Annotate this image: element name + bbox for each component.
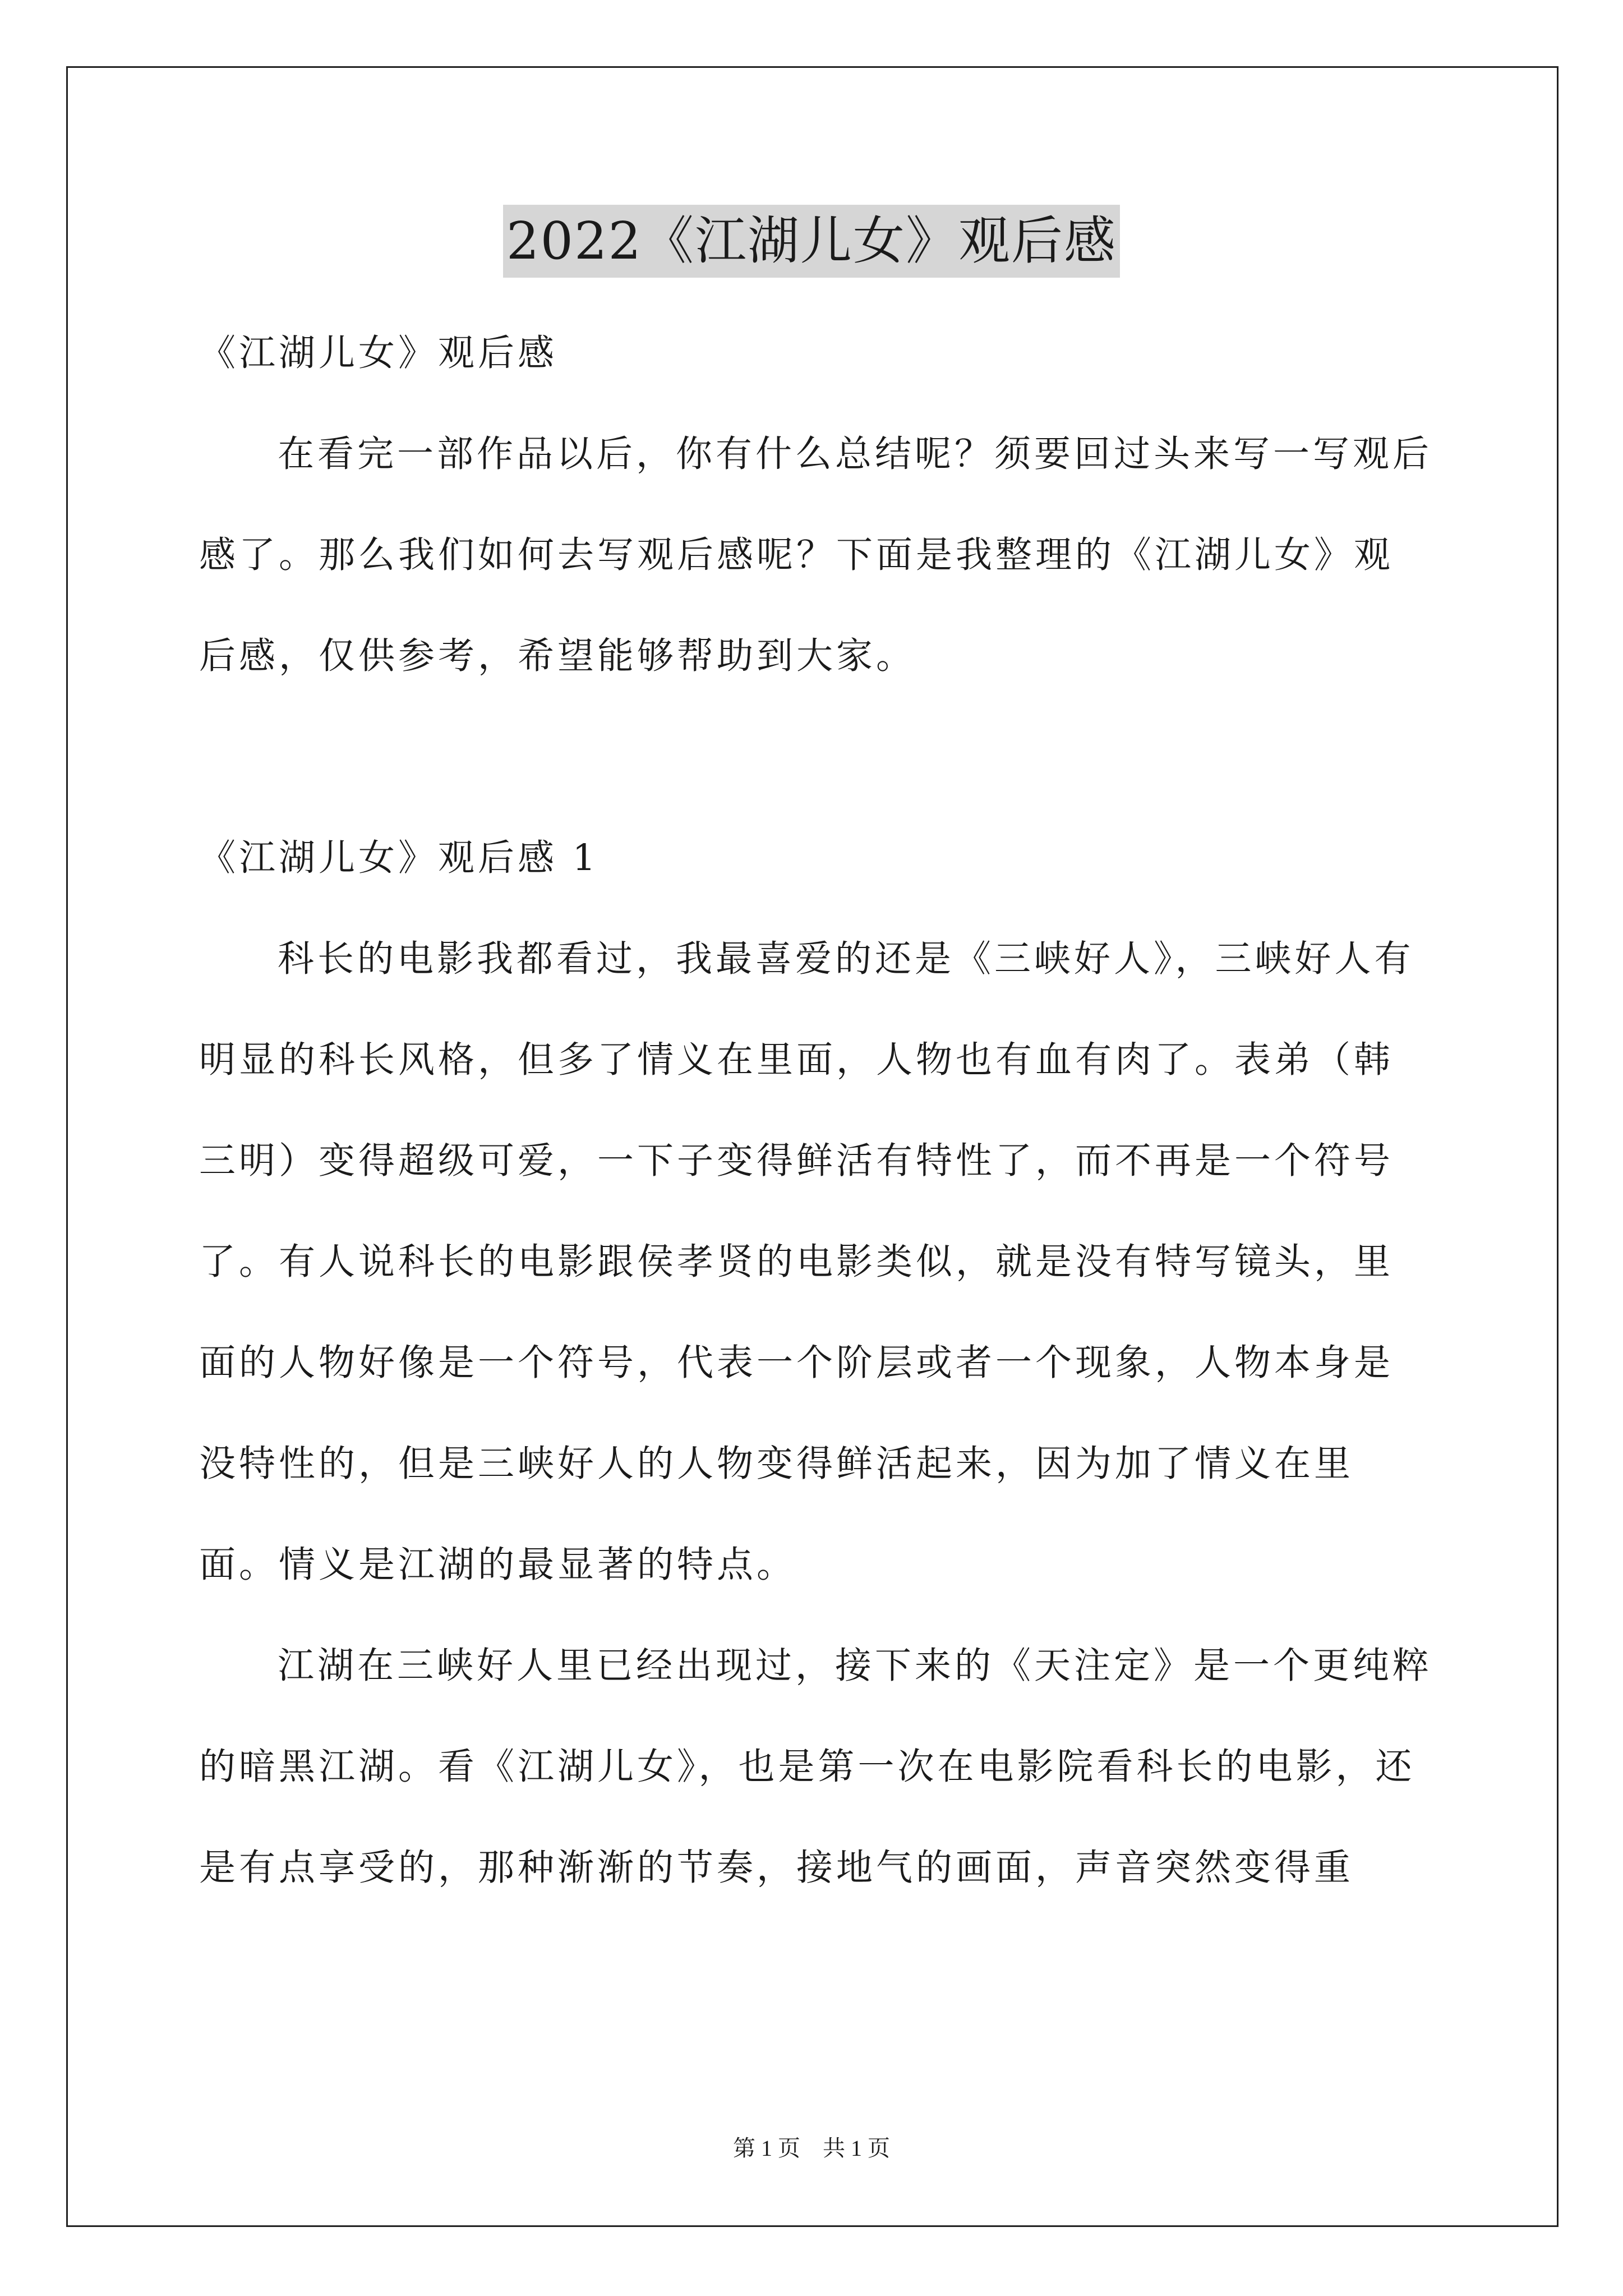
intro-paragraph: 在看完一部作品以后，你有什么总结呢？须要回过头来写一写观后感了。那么我们如何去写观后感呢？下面是我整理的《江湖儿女》观后感，仅供参考，希望能够帮助到大家。 [199,433,1433,677]
title-container [0,205,1623,278]
body-paragraph: 江湖在三峡好人里已经出现过，接下来的《天注定》是一个更纯粹的暗黑江湖。看《江湖儿女》，也是第一次在电影院看科长的电影，还是有点享受的，那种渐渐的节奏，接地气的画面，声音突然变得重 [199,1645,1433,1889]
body-paragraph: 科长的电影我都看过，我最喜爱的还是《三峡好人》，三峡好人有明显的科长风格，但多了情义在里面，人物也有血有肉了。表弟（韩三明）变得超级可爱，一下子变得鲜活有特性了，而不再是一个符号了。有人说科长的电影跟侯孝贤的电影类似，就是没有特写镜头，里面的人物好像是一个符号，代表一个阶层或者一个现象，人物本身是没特性的，但是三峡好人的人物变得鲜活起来，因为加了情义在里面。情义是江湖的最显著的特点。 [199,938,1414,1586]
page-total: 共 1 页 [823,2136,890,2161]
section-heading: 《江湖儿女》观后感 1 [199,837,600,879]
section-spacer [199,707,1433,808]
document-title: 2022《江湖儿女》观后感 [503,205,1120,278]
page-footer [0,2132,1623,2165]
document-body [199,303,1433,1918]
page-number: 第 1 页 [733,2136,800,2161]
document-subtitle: 《江湖儿女》观后感 [199,332,558,374]
